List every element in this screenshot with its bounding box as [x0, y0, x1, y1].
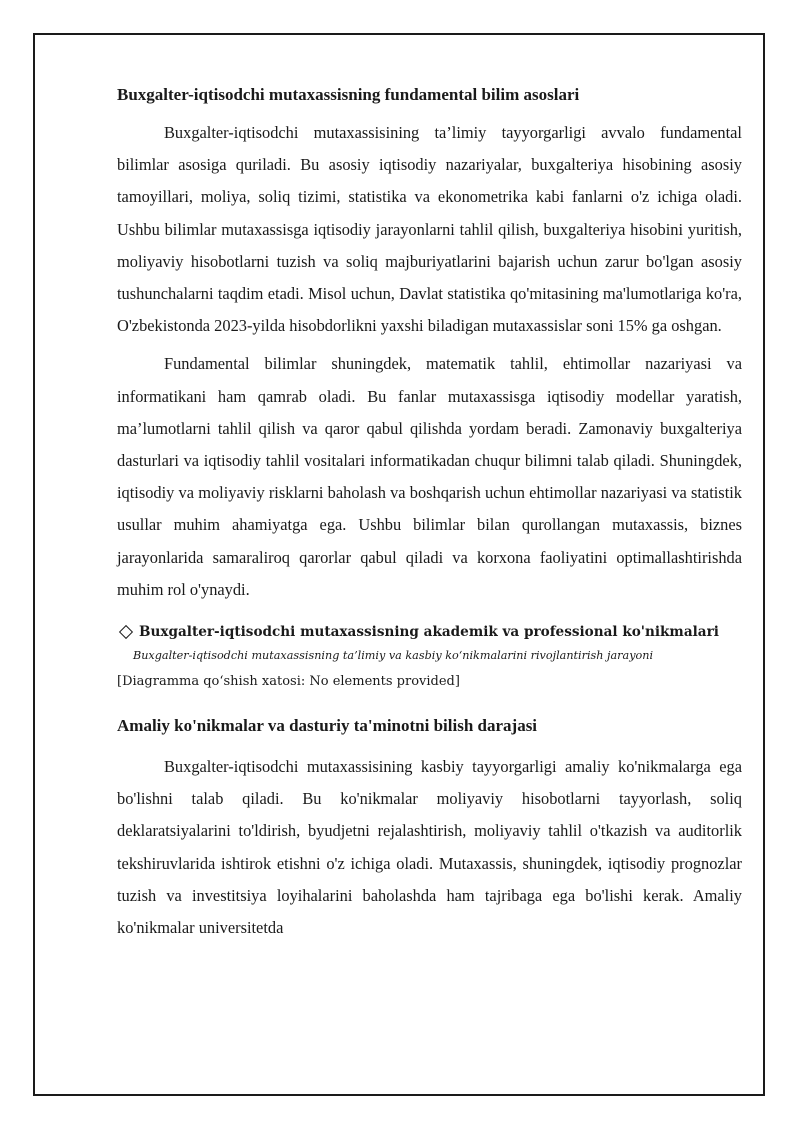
paragraph-practical-1: Buxgalter-iqtisodchi mutaxassisining kasbiy tayyorgarligi amaliy ko'nikmalarga ega bo'lishni talab qiladi. Bu ko'nikmalar moliyaviy hisobotlarni tayyorlash, soliq deklaratsiyalarini to'ldirish, byudjetni rejalashtirish, moliyaviy tahlil o'tkazish va auditorlik tekshiruvlarida ishtirok etishni o'z ichiga oladi. Mutaxassis, shuningdek, iqtisodiy prognozlar tuzish va investitsiya loyihalarini baholashda ham tajribaga ega bo'lishi kerak. Amaliy ko'nikmalar universitetda [117, 757, 742, 938]
diagram-subtitle: Buxgalter-iqtisodchi mutaxassisning ta’limiy va kasbiy ko‘nikmalarini rivojlantirish jarayoni [133, 649, 654, 663]
section-heading-fundamental: Buxgalter-iqtisodchi mutaxassisning fundamental bilim asoslari [117, 85, 580, 104]
document-body [117, 84, 742, 950]
section-heading-practical: Amaliy ko'nikmalar va dasturiy ta'minotni bilish darajasi [117, 716, 538, 736]
diagram-title: Buxgalter-iqtisodchi mutaxassisning akademik va professional ko'nikmalari [139, 624, 719, 641]
diagram-error-message: [Diagramma qo‘shish xatosi: No elements provided] [117, 674, 460, 690]
diagram-placeholder [117, 622, 742, 691]
diamond-icon [119, 625, 133, 639]
paragraph-fundamental-2: Fundamental bilimlar shuningdek, matematik tahlil, ehtimollar nazariyasi va informatikani ham qamrab oladi. Bu fanlar mutaxassisga iqtisodiy modellar yaratish, ma’lumotlarni tahlil qilish va qaror qabul qilishda yordam beradi. Zamonaviy buxgalteriya dasturlari va iqtisodiy tahlil vositalari informatikadan chuqur bilimni talab qiladi. Shuningdek, iqtisodiy va moliyaviy risklarni baholash va boshqarish uchun ehtimollar nazariyasi va statistik usullar muhim ahamiyatga ega. Ushbu bilimlar bilan qurollangan mutaxassis, biznes jarayonlarida samaraliroq qarorlar qabul qiladi va korxona faoliyatini optimallashtirishda muhim rol o'ynaydi. [117, 354, 742, 599]
diagram-title-row [117, 622, 742, 642]
paragraph-fundamental-1: Buxgalter-iqtisodchi mutaxassisining ta’limiy tayyorgarligi avvalo fundamental bilimlar asosiga quriladi. Bu asosiy iqtisodiy nazariyalar, buxgalteriya hisobining asosiy tamoyillari, moliya, soliq tizimi, statistika va ekonometrika kabi fanlarni o'z ichiga oladi. Ushbu bilimlar mutaxassisga iqtisodiy jarayonlarni tahlil qilish, buxgalteriya hisobini yuritish, moliyaviy hisobotlarni tuzish va soliq majburiyatlarini bajarish uchun zarur bo'lgan asosiy tushunchalarni taqdim etadi. Misol uchun, Davlat statistika qo'mitasining ma'lumotlariga ko'ra, O'zbekistonda 2023-yilda hisobdorlikni yaxshi biladigan mutaxassislar soni 15% ga oshgan. [117, 123, 742, 336]
